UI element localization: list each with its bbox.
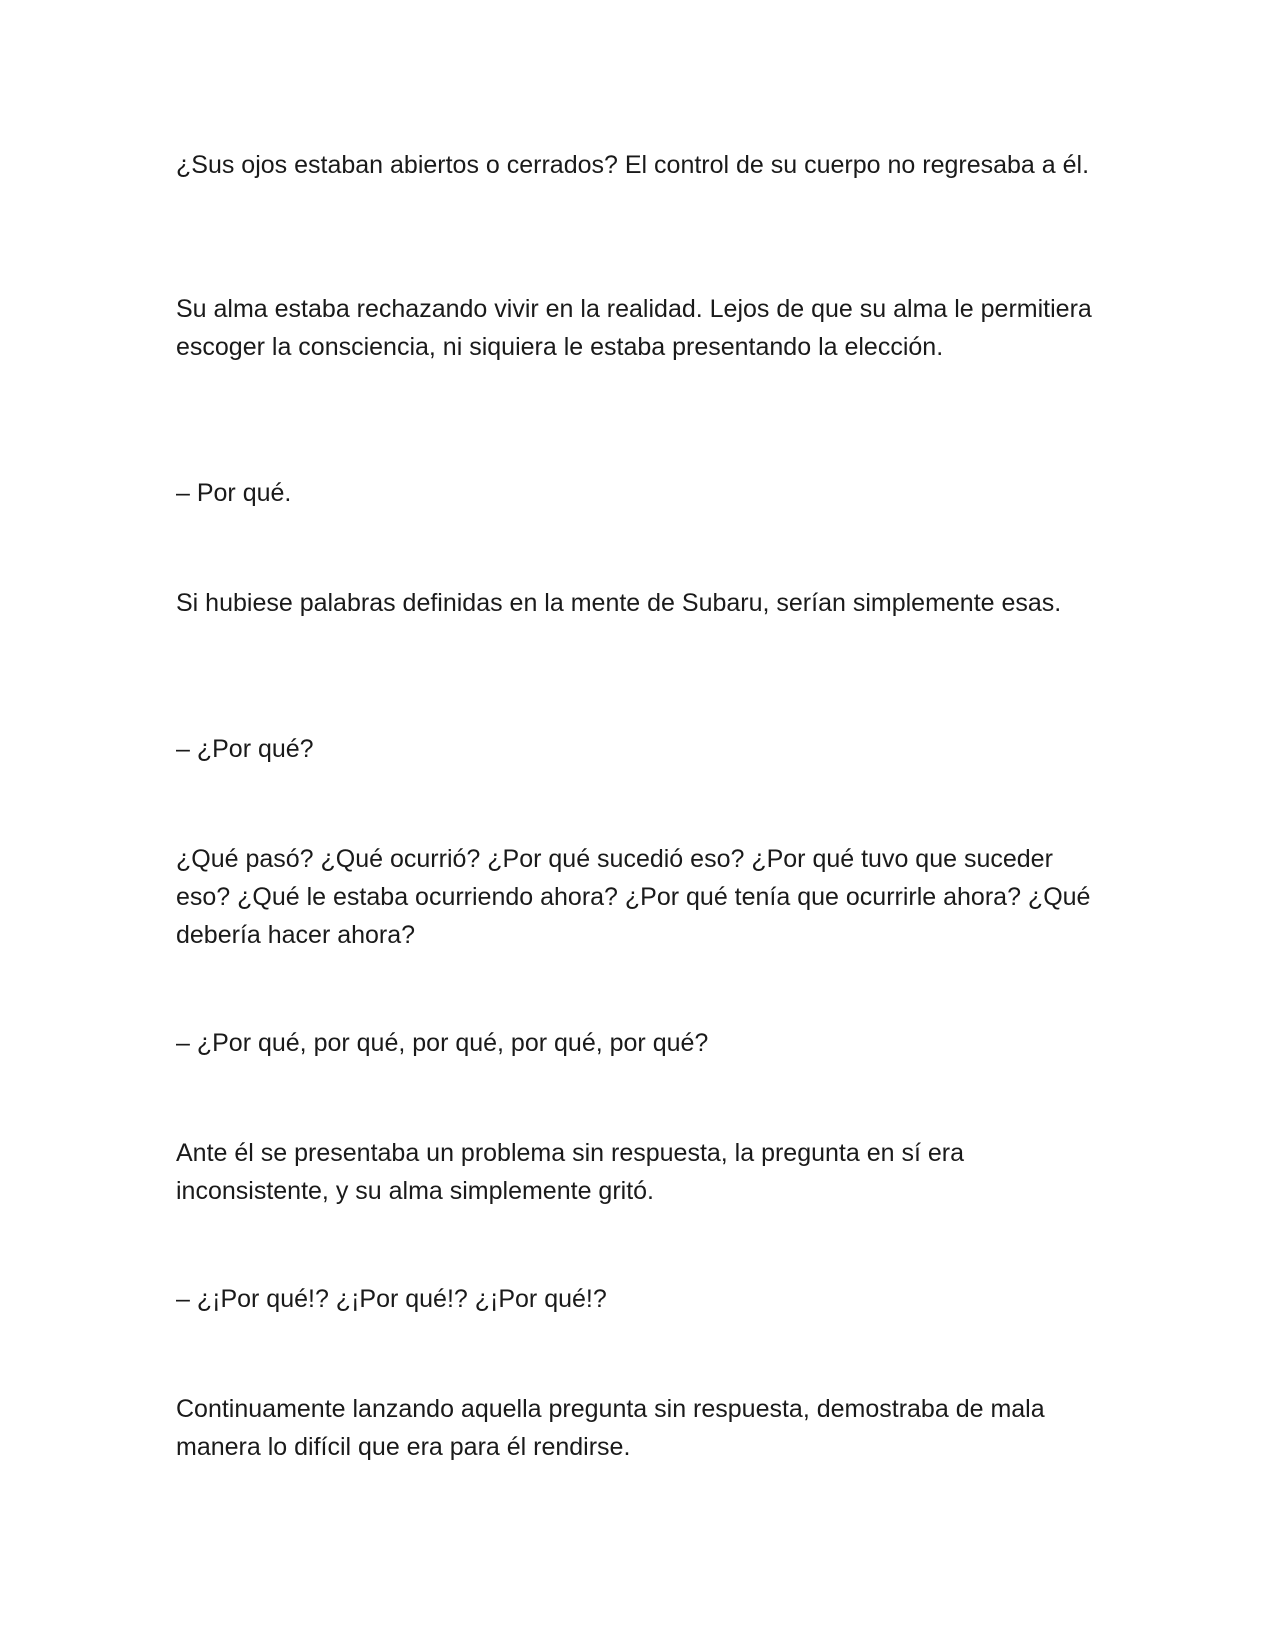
dialogue-line-1: – Por qué. [176,479,292,507]
paragraph-2: Su alma estaba rechazando vivir en la realidad. Lejos de que su alma le permitiera escoger la consciencia, ni siquiera le estaba presentando la elección. [176,295,1092,361]
paragraph-1: ¿Sus ojos estaban abiertos o cerrados? El control de su cuerpo no regresaba a él. [176,151,1090,179]
paragraph-5: Ante él se presentaba un problema sin respuesta, la pregunta en sí era inconsistente, y su alma simplemente gritó. [176,1139,965,1205]
paragraph-3: Si hubiese palabras definidas en la mente de Subaru, serían simplemente esas. [176,589,1062,617]
dialogue-line-4: – ¿¡Por qué!? ¿¡Por qué!? ¿¡Por qué!? [176,1285,607,1313]
paragraph-6: Continuamente lanzando aquella pregunta sin respuesta, demostraba de mala manera lo difícil que era para él rendirse. [176,1395,1045,1461]
dialogue-line-3: – ¿Por qué, por qué, por qué, por qué, por qué? [176,1029,709,1057]
dialogue-line-2: – ¿Por qué? [176,735,314,763]
paragraph-4: ¿Qué pasó? ¿Qué ocurrió? ¿Por qué sucedió eso? ¿Por qué tuvo que suceder eso? ¿Qué le estaba ocurriendo ahora? ¿Por qué tenía que ocurrirle ahora? ¿Qué debería hacer ahora? [176,845,1091,949]
